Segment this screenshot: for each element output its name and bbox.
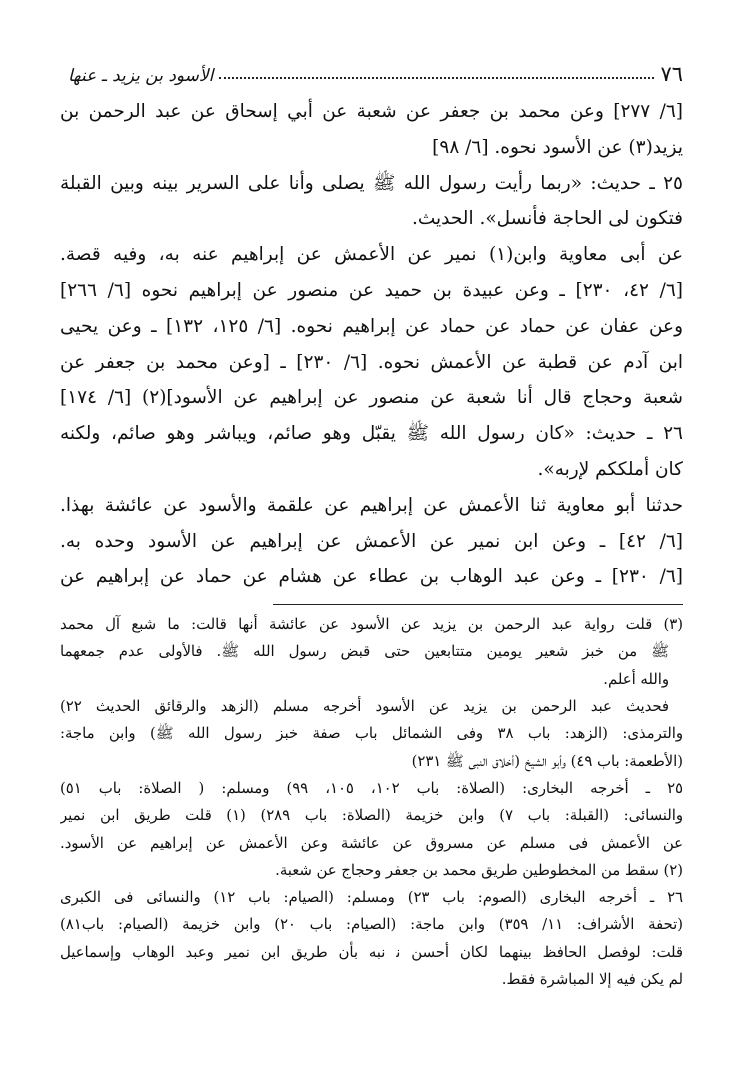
footnote-line: والنسائى: (القبلة: باب ٧) وابن خزيمة (الصلاة: باب ٢٨٩) (١) قلت طريق ابن نمير: [60, 807, 683, 825]
text-line: عن أبى معاوية وابن(١) نمير عن الأعمش عن إبراهيم عنه به، وفيه قصة.: [60, 244, 683, 266]
main-text: [60, 94, 683, 595]
footnote-line: ٢٥ ـ أخرجه البخارى: (الصلاة: باب ١٠٢، ١٠٥، ٩٩) ومسلم: ( الصلاة: باب ٥١): [60, 779, 683, 797]
footnote-line: (الأطعمة: باب ٤٩) وأبو الشيخ (أخلاق النبى ﷺ ٢٣١): [411, 752, 683, 770]
text-line: يزيد(٣) عن الأسود نحوه. [٦/ ٩٨]: [432, 136, 683, 158]
text-line: ٢٥ ـ حديث: «ربما رأيت رسول الله ﷺ يصلى وأنا على السرير بينه وبين القبلة: [60, 172, 683, 194]
footnote-line: فحديث عبد الرحمن بن يزيد عن الأسود أخرجه مسلم (الزهد والرقائق الحديث ٢٢): [60, 698, 669, 716]
footnote-line: ٢٦ ـ أخرجه البخارى (الصوم: باب ٢٣) ومسلم: (الصيام: باب ١٢) والنسائى فى الكبرى: [60, 889, 683, 907]
text-line: حدثنا أبو معاوية ثنا الأعمش عن إبراهيم عن علقمة والأسود عن عائشة بهذا.: [60, 494, 683, 516]
text-line: فتكون لى الحاجة فأنسل». الحديث.: [411, 208, 683, 230]
footnote-separator: [273, 604, 683, 605]
text-line: [٦/ ٢٧٧] وعن محمد بن جعفر عن شعبة عن أبي إسحاق عن عبد الرحمن بن: [60, 101, 683, 122]
footnote-line: (٢) سقط من المخطوطين طريق محمد بن جعفر وحجاج عن شعبة.: [275, 861, 683, 879]
page-number: ٧٦: [660, 62, 683, 86]
footnote-line: لم يكن فيه إلا المباشرة فقط.: [501, 971, 683, 989]
text-line: ٢٦ ـ حديث: «كان رسول الله ﷺ يقبّل وهو صائم، ويباشر وهو صائم، ولكنه: [60, 423, 683, 445]
footnote-line: قلت: لوفصل الحافظ بينهما لكان أحسن ﻧ نبه بأن طريق ابن نمير وعبد الوهاب وإسماعيل: [60, 943, 683, 961]
running-head: [60, 50, 683, 86]
footnote-line: عن الأعمش فى مسلم عن مسروق عن عائشة وعن الأعمش عن إبراهيم عن الأسود.: [60, 834, 683, 852]
footnote-line: ﷺ من خبز شعير يومين متتابعين حتى قبض رسول الله ﷺ. فالأولى عدم جمعهما: [60, 643, 669, 661]
running-title: الأسود بن يزيد ـ عنها: [68, 66, 214, 86]
footnote-line: (تحفة الأشراف: ١١/ ٣٥٩) وابن ماجة: (الصيام: باب ٢٠) وابن خزيمة (الصيام: باب٨١): [60, 916, 683, 934]
text-line: [٦/ ٤٢، ٢٣٠] ـ وعن عبيدة بن حميد عن منصور عن إبراهيم نحوه [٦/ ٢٦٦]: [60, 279, 683, 301]
text-line: شعبة وحجاج قال أنا شعبة عن منصور عن إبراهيم عن الأسود](٢) [٦/ ١٧٤]: [60, 387, 683, 409]
footnote-line: والترمذى: (الزهد: باب ٣٨ وفى الشمائل باب صفة خبز رسول الله ﷺ) وابن ماجة:: [60, 725, 683, 743]
text-line: كان أملككم لإربه».: [537, 458, 683, 480]
text-line: وعن عفان عن حماد عن حماد عن إبراهيم نحوه. [٦/ ١٢٥، ١٣٢] ـ وعن يحيى: [60, 315, 683, 337]
footnotes: [60, 611, 683, 993]
text-line: ابن آدم عن قطبة عن الأعمش نحوه. [٦/ ٢٣٠] ـ [وعن محمد بن جعفر عن: [60, 351, 683, 373]
header-dotted-leader: [219, 77, 654, 79]
text-line: [٦/ ٢٣٠] ـ وعن عبد الوهاب بن عطاء عن هشام عن حماد عن إبراهيم عن: [60, 566, 683, 588]
text-line: [٦/ ٤٢] ـ وعن ابن نمير عن الأعمش عن إبراهيم عن الأسود وحده به.: [60, 530, 683, 552]
footnote-line: (٣) قلت رواية عبد الرحمن بن يزيد عن الأسود عن عائشة أنها قالت: ما شبع آل محمد: [60, 616, 683, 634]
footnote-line: والله أعلم.: [603, 670, 669, 688]
